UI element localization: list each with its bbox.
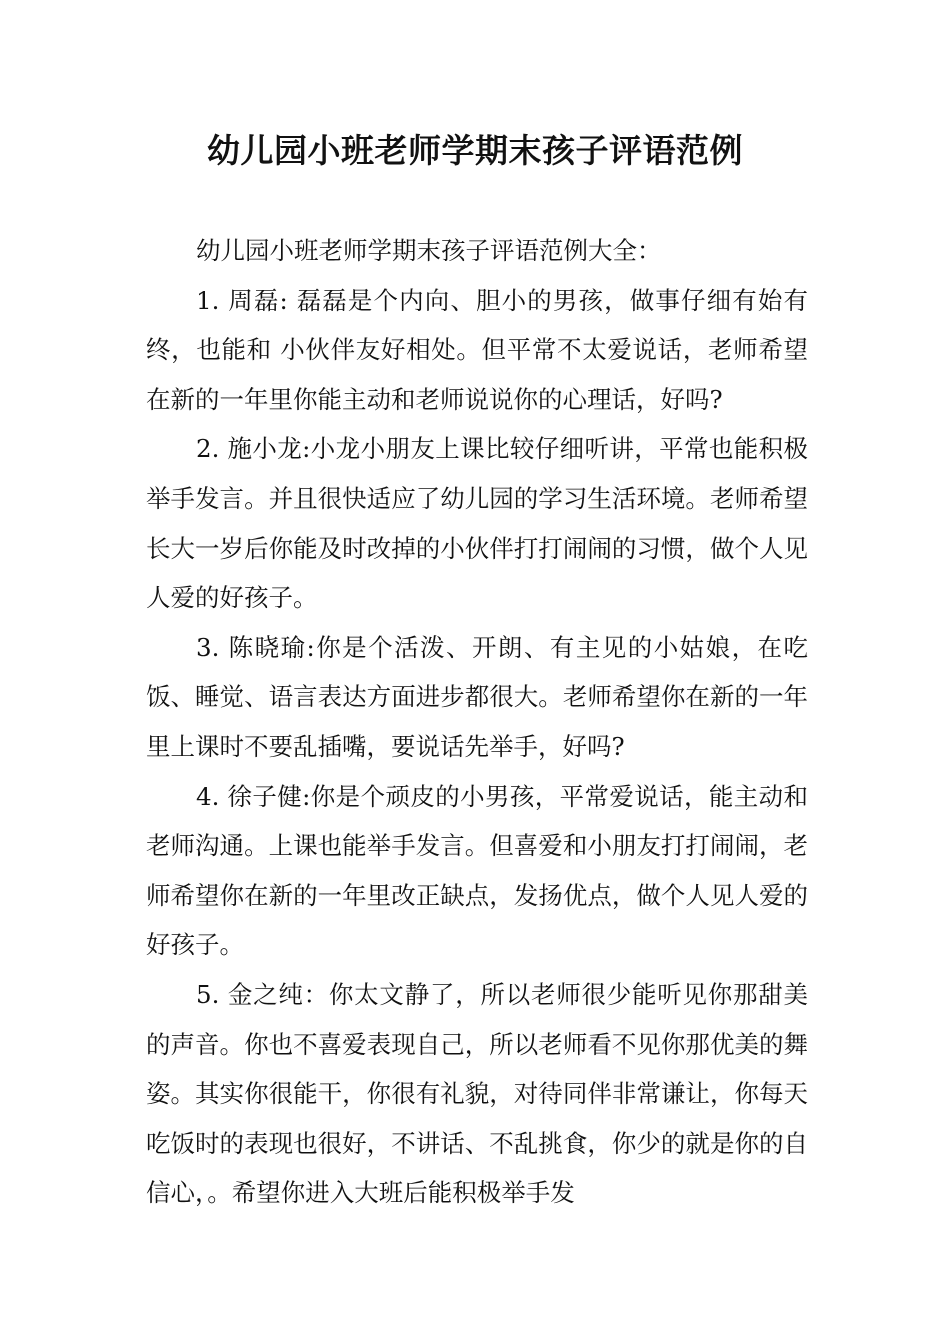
intro-paragraph: 幼儿园小班老师学期末孩子评语范例大全： bbox=[196, 236, 662, 265]
document-title: 幼儿园小班老师学期末孩子评语范例 bbox=[207, 131, 743, 170]
document-body bbox=[146, 226, 808, 1218]
comment-paragraph-3: 3. 陈晓瑜:你是个活泼、开朗、有主见的小姑娘，在吃饭、睡觉、语言表达方面进步都很大。老师希望你在新的一年里上课时不要乱插嘴，要说话先举手，好吗? bbox=[146, 632, 808, 761]
comment-paragraph-1: 1. 周磊: 磊磊是个内向、胆小的男孩，做事仔细有始有终，也能和 小伙伴友好相处。但平常不太爱说话，老师希望在新的一年里你能主动和老师说说你的心理话，好吗? bbox=[146, 285, 808, 414]
comment-paragraph-5: 5. 金之纯：你太文静了，所以老师很少能听见你那甜美的声音。你也不喜爱表现自己，所以老师看不见你那优美的舞姿。其实你很能干，你很有礼貌，对待同伴非常谦让，你每天吃饭时的表现也很好，不讲话、不乱挑食，你少的就是你的自信心，。希望你进入大班后能积极举手发 bbox=[146, 979, 808, 1208]
comment-paragraph-4: 4. 徐子健:你是个顽皮的小男孩，平常爱说话，能主动和老师沟通。上课也能举手发言。但喜爱和小朋友打打闹闹，老师希望你在新的一年里改正缺点，发扬优点，做个人见人爱的好孩子。 bbox=[146, 781, 808, 960]
comment-paragraph-2: 2. 施小龙:小龙小朋友上课比较仔细听讲，平常也能积极举手发言。并且很快适应了幼儿园的学习生活环境。老师希望长大一岁后你能及时改掉的小伙伴打打闹闹的习惯，做个人见人爱的好孩子。 bbox=[146, 434, 808, 613]
